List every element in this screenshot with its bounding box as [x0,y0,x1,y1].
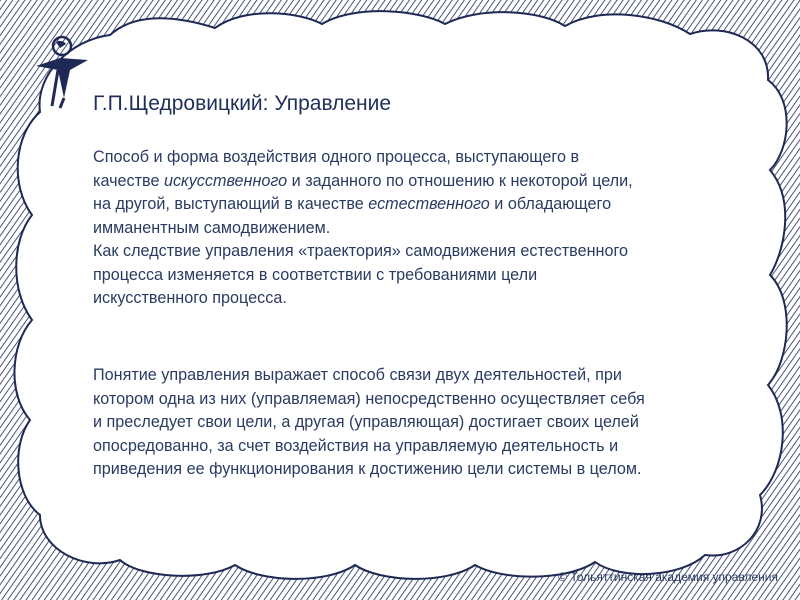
text-line [93,193,633,217]
definition-paragraph [93,146,633,311]
text-line: опосредованно, за счет воздействия на управляемую деятельность и [93,436,619,455]
text-line: Понятие управления выражает способ связи двух деятельностей, при [93,366,622,384]
text-span: качестве [93,171,164,190]
stick-figure-logo-icon [30,28,100,128]
text-line: искусственного процесса. [93,289,287,307]
concept-paragraph [93,364,645,482]
text-span: и заданного по отношению к некоторой цели, [287,171,633,190]
text-line: процесса изменяется в соответствии с требованиями цели [93,265,538,284]
text-line: котором одна из них (управляемая) непосредственно осуществляет себя [93,389,645,408]
text-span: на другой, выступающий в качестве [93,195,369,213]
emphasis-natural: естественного [368,195,490,213]
emphasis-artificial: искусственного [163,171,288,190]
text-line: Как следствие управления «траектория» самодвижения естественного [93,242,629,260]
text-line: Способ и форма воздействия одного процесса, выступающего в [93,148,580,166]
slide-title: Г.П.Щедровицкий: Управление [93,92,392,115]
copyright-footer: © Тольяттинская академия управления [558,570,778,584]
text-line: и преследует свои цели, а другая (управляющая) достигает своих целей [93,413,639,431]
text-line [93,170,633,194]
text-span: и обладающего [489,195,612,213]
text-line: имманентным самодвижением. [93,218,331,237]
text-line: приведения ее функционирования к достижению цели системы в целом. [93,460,642,478]
